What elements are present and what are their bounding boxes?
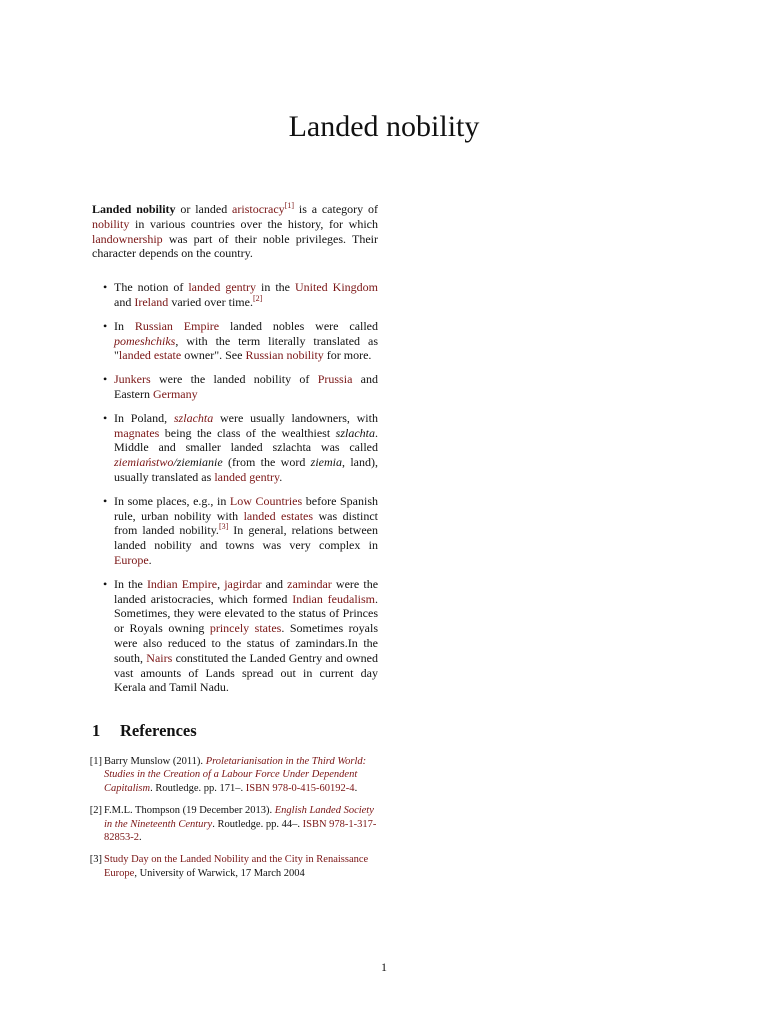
link-united-kingdom[interactable]: United Kingdom [294,280,378,295]
text: for more. [323,348,372,363]
text: were the landed aristocracies, which formed [114,576,379,606]
link-pomeshchiks[interactable]: pomeshchiks [114,333,176,348]
text: or landed [175,202,233,216]
section-title: References [120,721,197,741]
text: . [148,552,152,567]
link-nairs[interactable]: Nairs [146,650,173,665]
text: and [261,576,288,591]
text: were the landed nobility of [150,372,318,387]
text: . [354,782,358,794]
text: . Routledge. pp. 44–. [212,818,303,830]
link-junkers[interactable]: Junkers [114,372,151,387]
text: is a category of [294,202,379,216]
link-europe[interactable]: Europe [114,552,149,567]
text: landed nobles were called [219,318,379,333]
text: , land), usually translated as [114,455,379,484]
bullet-list [92,280,378,695]
link-nobility[interactable]: nobility [92,216,130,231]
link-magnates[interactable]: magnates [114,425,160,440]
bullet-icon: • [103,318,108,333]
section-number: 1 [92,721,101,741]
italic-text: ziemianie [176,455,223,470]
link-russian-nobility[interactable]: Russian nobility [245,348,324,363]
text: (from the word [222,455,311,470]
intro-term: Landed nobility [92,202,176,216]
text: owner". See [181,348,246,363]
text: and [114,294,135,309]
text: F.M.L. Thompson (19 December 2013). [104,805,275,817]
text: in various countries over the history, for which [129,216,378,231]
text: was part of their noble privileges. Their character depends on the country. [92,231,378,261]
reference-number: [3] [89,854,102,866]
link-low-countries[interactable]: Low Countries [229,493,303,508]
link-germany[interactable]: Germany [152,386,198,401]
link-landed-gentry-2[interactable]: landed gentry [214,469,280,484]
bullet-icon: • [103,576,108,591]
link-zamindar[interactable]: zamindar [287,576,332,591]
italic-text: ziemia [310,455,343,470]
list-item [92,494,378,568]
reference-item [89,755,378,795]
link-reference-title[interactable]: English Landed Society in the Nineteenth Century [104,805,374,830]
section-heading-references [92,721,378,741]
link-prussia[interactable]: Prussia [317,372,353,387]
link-landed-gentry[interactable]: landed gentry [188,280,256,295]
link-jagirdar[interactable]: jagirdar [224,576,262,591]
text: . Sometimes, they were elevated to the status of Princes or Royals owning [114,591,378,636]
text: . [139,831,142,843]
page-title: Landed nobility [288,110,480,143]
citation-3[interactable]: [3] [218,522,229,532]
link-princely-states[interactable]: princely states [209,621,282,636]
italic-text: / [173,455,177,470]
reference-list [89,755,378,880]
link-isbn[interactable]: ISBN 978-0-415-60192-4 [245,782,355,794]
text: . Sometimes royals were also reduced to the status of zamindars.In the south, [114,621,378,665]
link-isbn[interactable]: ISBN 978-1-317-82853-2 [104,818,377,843]
text: , [217,576,225,591]
text: In some places, e.g., in [114,493,230,508]
link-reference-title[interactable]: Study Day on the Landed Nobility and the City in Renaissance Europe [104,854,369,879]
reference-number: [1] [89,755,102,767]
link-indian-feudalism[interactable]: Indian feudalism [292,591,375,606]
text: . [279,469,283,484]
bullet-icon: • [103,493,108,508]
link-ireland[interactable]: Ireland [134,294,169,309]
italic-text: szlachta [335,425,375,440]
list-item [92,372,378,402]
link-ziemianstwo[interactable]: ziemiaństwo [114,455,174,470]
text: and Eastern [114,372,379,401]
text: The notion of [114,280,189,295]
citation-1[interactable]: [1] [284,201,295,210]
article-body [89,201,379,889]
list-item [92,319,378,363]
link-russian-empire[interactable]: Russian Empire [134,318,220,333]
text: were usually landowners, with [213,410,378,425]
link-landed-estates[interactable]: landed estates [243,508,314,523]
text: In [114,318,135,333]
link-aristocracy[interactable]: aristocracy [232,202,285,216]
text: . Middle and smaller landed szlachta was called [114,425,378,455]
text: in the [255,280,295,295]
bullet-icon: • [103,280,108,295]
text: In general, relations between landed nobility and towns was very complex in [114,523,378,553]
text: In the [114,576,147,591]
reference-number: [2] [89,805,102,817]
link-indian-empire[interactable]: Indian Empire [146,576,218,591]
list-item [92,280,378,310]
text: Barry Munslow (2011). [104,755,206,767]
list-item [92,577,378,695]
reference-item [89,804,378,844]
bullet-icon: • [103,410,108,425]
text: before Spanish rule, urban nobility with [114,493,378,523]
text: was distinct from landed nobility. [114,508,378,538]
text: In Poland, [114,410,174,425]
text: . Routledge. pp. 171–. [150,782,246,794]
text: , with the term literally translated as " [114,333,378,363]
bullet-icon: • [103,372,108,387]
list-item [92,411,378,485]
page-number: 1 [381,960,387,974]
intro-paragraph [92,202,378,261]
link-szlachta[interactable]: szlachta [173,410,214,425]
link-landed-estate[interactable]: landed estate [118,348,182,363]
reference-item [89,853,378,880]
link-reference-title[interactable]: Proletarianisation in the Third World: Studies in the Creation of a Labour Force Under Dependent Capitalism [104,755,367,794]
link-landownership[interactable]: landownership [92,231,163,246]
text: varied over time. [168,294,253,309]
text: , University of Warwick, 17 March 2004 [134,867,305,879]
citation-2[interactable]: [2] [252,293,263,303]
text: constituted the Landed Gentry and owned vast amounts of Lands spread out in current day Kerala and Tamil Nadu. [114,650,378,695]
text: being the class of the wealthiest [159,425,336,440]
